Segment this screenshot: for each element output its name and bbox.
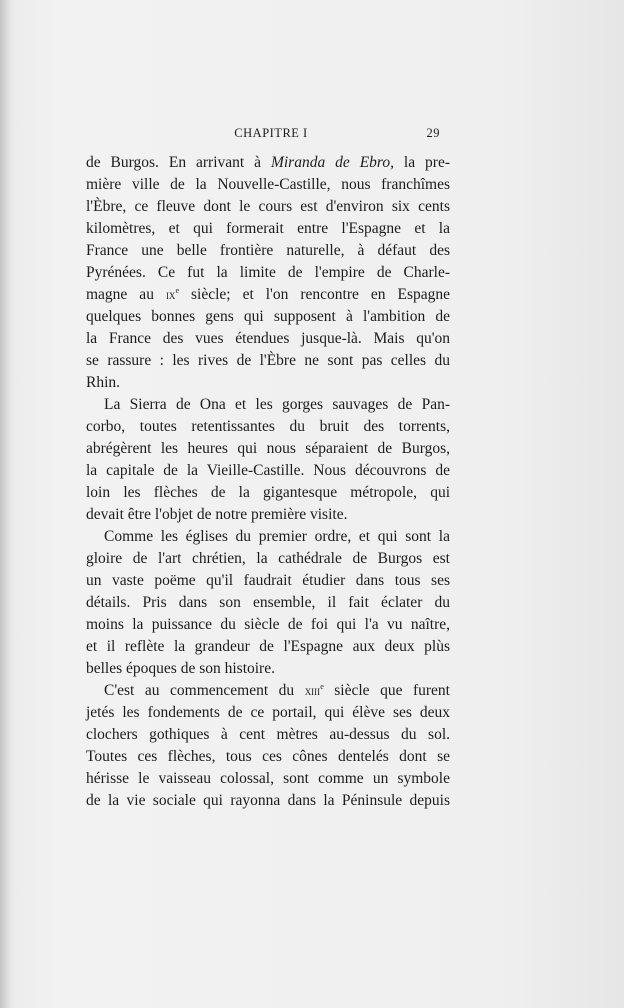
text-segment: quelques bonnes gens qui supposent à l'ambition de	[86, 308, 450, 325]
text-segment: C'est au commencement du	[104, 682, 305, 699]
text-line	[86, 240, 450, 262]
text-line	[86, 284, 450, 306]
text-segment: devait être l'objet de notre première visite.	[86, 506, 348, 523]
text-line	[86, 218, 450, 240]
text-segment: de la vie sociale qui rayonna dans la Péninsule depuis	[86, 792, 450, 809]
text-line	[86, 636, 450, 658]
text-segment: mière ville de la Nouvelle-Castille, nous franchîmes	[86, 176, 450, 193]
text-line	[86, 196, 450, 218]
text-line	[86, 592, 450, 614]
text-segment: la pre-	[394, 154, 450, 171]
text-line	[86, 680, 450, 702]
text-segment: Pyrénées. Ce fut la limite de l'empire de Charle-	[86, 264, 450, 281]
text-segment: Rhin.	[86, 374, 121, 391]
text-segment: l'Èbre, ce fleuve dont le cours est d'environ six cents	[86, 198, 450, 215]
text-line	[86, 482, 450, 504]
text-segment: et il reflète la grandeur de l'Espagne aux deux plùs	[86, 638, 450, 655]
text-segment: gloire de l'art chrétien, la cathédrale de Burgos est	[86, 550, 450, 567]
text-line	[86, 702, 450, 724]
text-segment: hérisse le vaisseau colossal, sont comme un symbole	[86, 770, 450, 787]
text-segment: la France des vues étendues jusque-là. Mais qu'on	[86, 330, 450, 347]
text-segment: détails. Pris dans son ensemble, il fait éclater du	[86, 594, 450, 611]
text-segment: corbo, toutes retentissantes du bruit des torrents,	[86, 418, 450, 435]
text-line	[86, 438, 450, 460]
text-segment: La Sierra de Ona et les gorges sauvages de Pan-	[104, 396, 450, 413]
text-segment: moins la puissance du siècle de foi qui l'a vu naître,	[86, 616, 450, 633]
text-segment: siècle; et l'on rencontre en Espagne	[179, 286, 450, 303]
text-line	[86, 306, 450, 328]
text-line	[86, 416, 450, 438]
text-segment: clochers gothiques à cent mètres au-dessus du sol.	[86, 726, 450, 743]
text-segment: un vaste poëme qu'il faudrait étudier dans tous ses	[86, 572, 450, 589]
text-segment: jetés les fondements de ce portail, qui élève ses deux	[86, 704, 450, 721]
page-number: 29	[426, 126, 440, 140]
text-segment: Miranda de Ebro,	[270, 154, 394, 171]
text-segment: Comme les églises du premier ordre, et qui sont la	[104, 528, 450, 545]
page-body-text	[86, 152, 450, 812]
text-segment: kilomètres, et qui formerait entre l'Espagne et la	[86, 220, 450, 237]
text-segment: Toutes ces flèches, tous ces cônes dentelés dont se	[86, 748, 450, 765]
text-line	[86, 548, 450, 570]
text-line	[86, 262, 450, 284]
text-segment: xiii	[304, 683, 321, 698]
text-line	[86, 152, 450, 174]
text-line	[86, 394, 450, 416]
page-edge-shadow	[0, 0, 10, 1008]
text-line	[86, 526, 450, 548]
text-line	[86, 372, 450, 394]
text-segment: magne au	[86, 286, 166, 303]
text-segment: loin les flèches de la gigantesque métropole, qui	[86, 484, 450, 501]
text-segment: abrégèrent les heures qui nous séparaient de Burgos,	[86, 440, 450, 457]
text-line	[86, 658, 450, 680]
text-line	[86, 504, 450, 526]
text-segment: ix	[165, 287, 176, 302]
text-line	[86, 174, 450, 196]
text-line	[86, 570, 450, 592]
text-line	[86, 724, 450, 746]
text-line	[86, 350, 450, 372]
text-line	[86, 460, 450, 482]
text-segment: France une belle frontière naturelle, à défaut des	[86, 242, 450, 259]
text-line	[86, 790, 450, 812]
text-line	[86, 768, 450, 790]
text-segment: belles époques de son histoire.	[86, 660, 275, 677]
text-segment: se rassure : les rives de l'Èbre ne sont pas celles du	[86, 352, 450, 369]
text-segment: de Burgos. En arrivant à	[86, 154, 271, 171]
running-header	[86, 124, 448, 142]
chapter-title: CHAPITRE I	[234, 126, 308, 140]
text-segment: siècle que furent	[323, 682, 450, 699]
text-segment: la capitale de la Vieille-Castille. Nous découvrons de	[86, 462, 450, 479]
text-segment: e	[175, 286, 179, 295]
text-line	[86, 746, 450, 768]
text-line	[86, 614, 450, 636]
text-segment: e	[320, 682, 324, 691]
text-line	[86, 328, 450, 350]
